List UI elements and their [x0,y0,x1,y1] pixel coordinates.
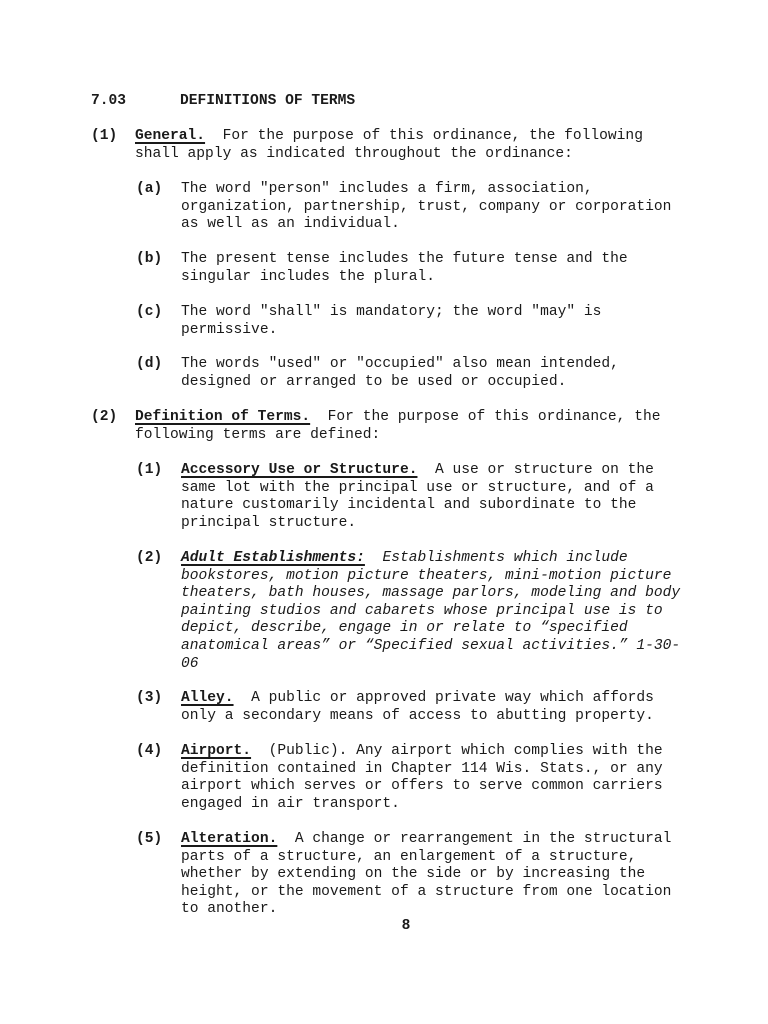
defined-term: Adult Establishments: [181,550,365,566]
list-item-a [136,181,681,234]
subsection-general [91,128,681,163]
page-number: 8 [401,918,411,934]
section-title: DEFINITIONS OF TERMS [180,93,356,109]
section-number: 7.03 [91,93,127,109]
list-item-c [136,304,681,339]
definition-body [181,831,681,919]
term-definition-of-terms: Definition of Terms. [135,409,311,425]
item-text: The word "person" includes a firm, association, organization, partnership, trust, company or corporation as well as an individual. [181,181,672,233]
definition-text: A change or rearrangement in the structural parts of a structure, an enlargement of a structure, whether by extending on the side or by increasing the height, or the movement of a structure from one location to another. [181,831,672,918]
subsection-label: (1) [91,128,118,144]
item-label: (3) [136,690,163,706]
list-item-b [136,251,681,286]
defined-term: Alteration. [181,831,278,847]
subsection-body [135,409,681,444]
list-item-d [136,356,681,391]
definition-adult-establishments [136,550,681,673]
definition-body [181,743,681,813]
item-text: The present tense includes the future tense and the singular includes the plural. [181,251,628,285]
item-label: (5) [136,831,163,847]
item-label: (d) [136,356,163,372]
subsection-text: For the purpose of this ordinance, the following terms are defined: [135,409,661,443]
defined-term: Accessory Use or Structure. [181,462,418,478]
definition-text: Establishments which include bookstores, motion picture theaters, mini-motion picture theaters, bath houses, massage parlors, modeling and body painting studios and cabarets whose principal use is to depict, describe, engage in or relate to “specified anatomical areas” or “Specified sexual activities.” 1-30-06 [181,550,681,672]
section-heading [91,93,355,111]
item-label: (4) [136,743,163,759]
item-label: (b) [136,251,163,267]
item-label: (1) [136,462,163,478]
subsection-definition-of-terms [91,409,681,444]
item-label: (2) [136,550,163,566]
definition-alley [136,690,681,725]
item-text: The words "used" or "occupied" also mean intended, designed or arranged to be used or occupied. [181,356,619,390]
definition-alteration [136,831,681,919]
definition-text: A public or approved private way which affords only a secondary means of access to abutting property. [181,690,654,724]
subsection-body [135,128,681,163]
definition-body [181,550,681,673]
definition-text: (Public). Any airport which complies with the definition contained in Chapter 114 Wis. Stats., or any airport which serves or offers to serve common carriers engaged in air transport. [181,743,663,812]
defined-term: Airport. [181,743,252,759]
definition-airport [136,743,681,813]
item-label: (c) [136,304,163,320]
definition-accessory-use [136,462,681,532]
definition-text: A use or structure on the same lot with the principal use or structure, and of a nature customarily incidental and subordinate to the principal structure. [181,462,654,531]
subsection-text: For the purpose of this ordinance, the following shall apply as indicated throughout the ordinance: [135,128,643,162]
item-text: The word "shall" is mandatory; the word "may" is permissive. [181,304,602,338]
defined-term: Alley. [181,690,234,706]
definition-body [181,462,681,532]
item-label: (a) [136,181,163,197]
subsection-label: (2) [91,409,118,425]
definition-body [181,690,681,725]
term-general: General. [135,128,206,144]
